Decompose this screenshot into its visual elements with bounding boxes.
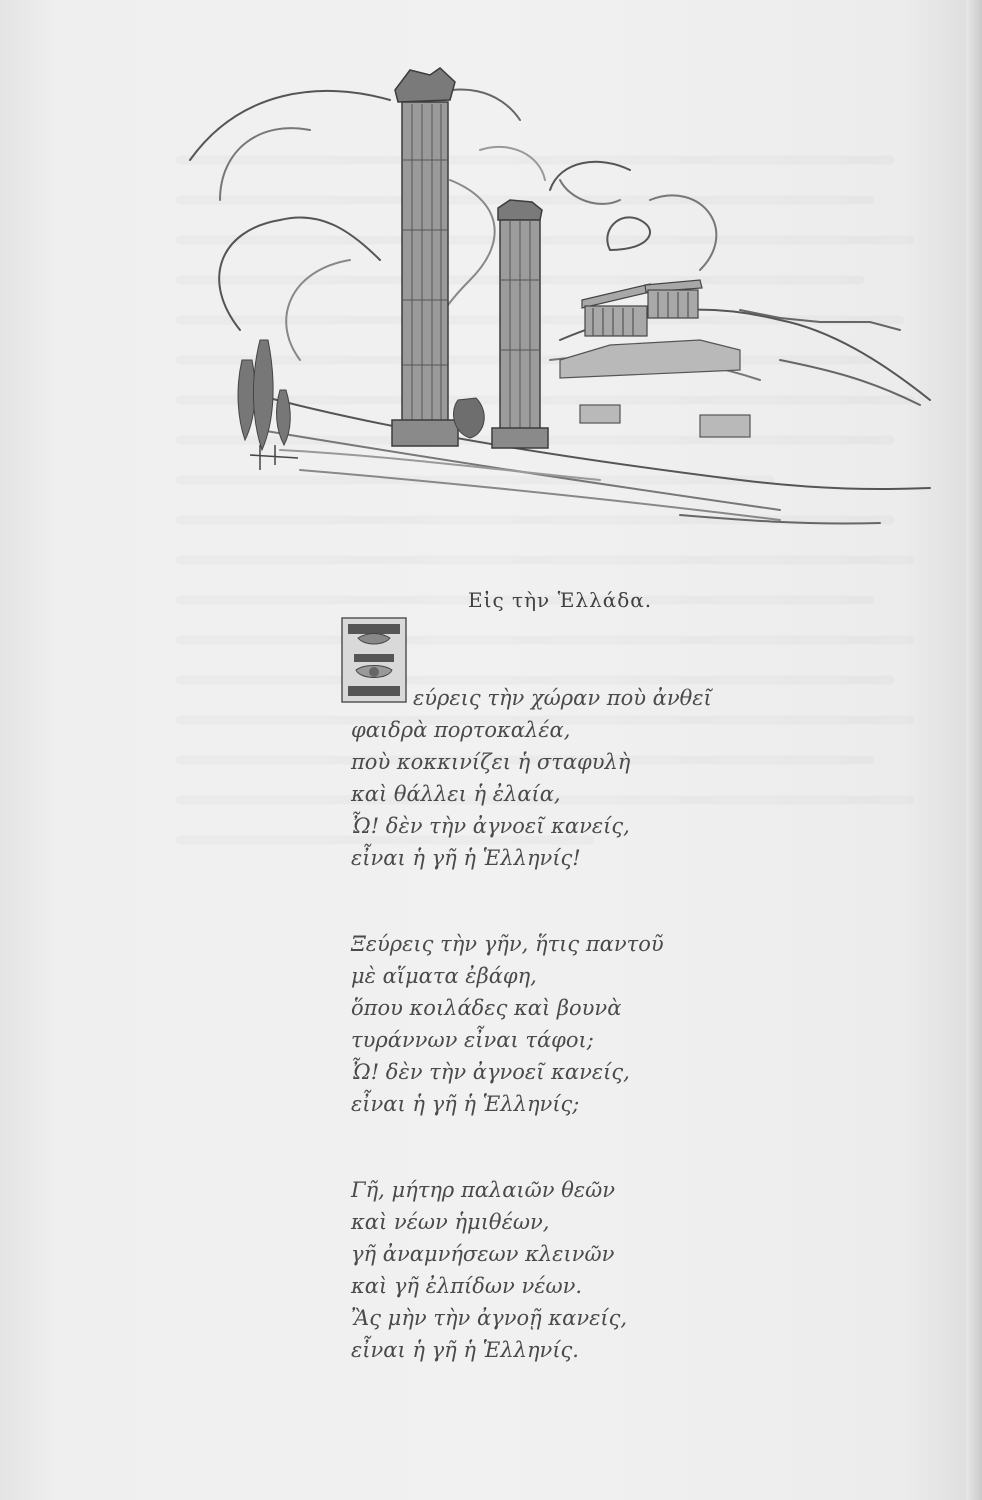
poem-line: Γῆ, μήτηρ παλαιῶν θεῶν xyxy=(351,1178,616,1202)
poem-line: Ἂς μὴν τὴν ἀγνοῇ κανείς, xyxy=(351,1306,628,1330)
poem-title: Εἰς τὴν Ἑλλάδα. xyxy=(468,588,653,612)
poem-line: καὶ θάλλει ἡ ἐλαία, xyxy=(351,782,561,806)
stanza xyxy=(351,928,771,1120)
poem-line: Ὦ! δὲν τὴν ἀγνοεῖ κανείς, xyxy=(351,1060,630,1084)
stanza-gap xyxy=(351,1120,771,1174)
temple-of-olympian-zeus-and-acropolis-illustration xyxy=(180,60,940,540)
poem-line: μὲ αἵματα ἐβάφη, xyxy=(351,964,537,988)
poem-line: ποὺ κοκκινίζει ἡ σταφυλὴ xyxy=(351,750,631,774)
poem-body xyxy=(351,682,771,1366)
poem-line: Ξεύρεις τὴν γῆν, ἥτις παντοῦ xyxy=(351,932,664,956)
poem-line: Ὦ! δὲν τὴν ἀγνοεῖ κανείς, xyxy=(351,814,630,838)
poem-line: εύρεις τὴν χώραν ποὺ ἀνθεῖ xyxy=(413,686,712,710)
stanza-gap xyxy=(351,874,771,928)
poem-line: εἶναι ἡ γῆ ἡ Ἑλληνίς; xyxy=(351,1092,580,1116)
poem-line: καὶ γῆ ἐλπίδων νέων. xyxy=(351,1274,583,1298)
poem-line: γῆ ἀναμνήσεων κλεινῶν xyxy=(351,1242,615,1266)
stanza xyxy=(351,1174,771,1366)
poem-line: εἶναι ἡ γῆ ἡ Ἑλληνίς. xyxy=(351,1338,579,1362)
page-fold-shadow xyxy=(966,0,982,1500)
poem-line: ὅπου κοιλάδες καὶ βουνὰ xyxy=(351,996,622,1020)
poem-line: φαιδρὰ πορτοκαλέα, xyxy=(351,718,571,742)
poem-line: καὶ νέων ἡμιθέων, xyxy=(351,1210,550,1234)
poem-line: τυράννων εἶναι τάφοι; xyxy=(351,1028,594,1052)
poem-line: εἶναι ἡ γῆ ἡ Ἑλληνίς! xyxy=(351,846,581,870)
stanza xyxy=(351,682,771,874)
